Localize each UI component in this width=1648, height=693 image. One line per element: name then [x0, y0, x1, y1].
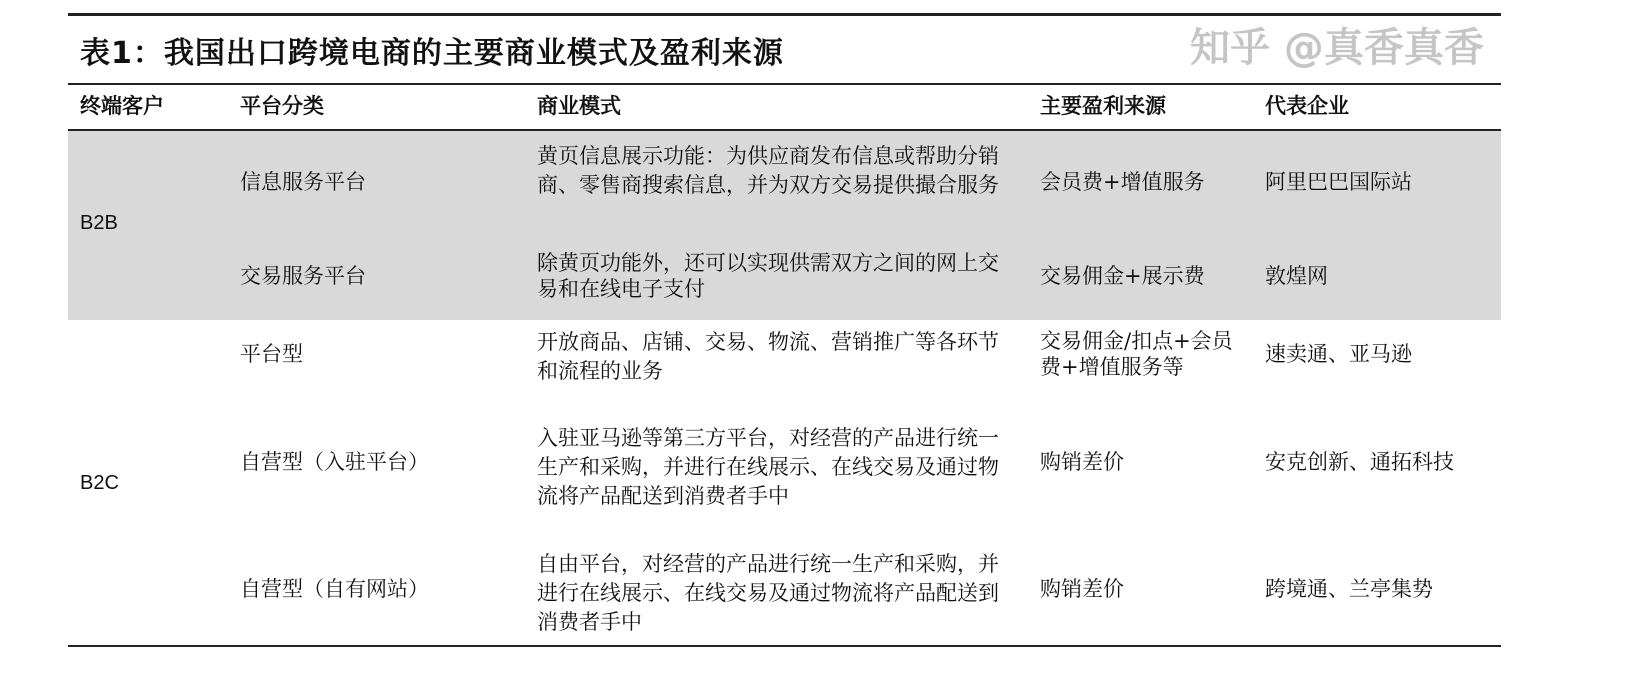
model-cell: 自由平台，对经营的产品进行统一生产和采购，并进行在线展示、在线交易及通过物流将产品配送到消费者手中: [537, 552, 999, 634]
profit-cell: 会员费+增值服务: [1040, 170, 1205, 194]
model-cell: 黄页信息展示功能：为供应商发布信息或帮助分销商、零售商搜索信息，并为双方交易提供撮合服务: [537, 144, 999, 197]
profit-cell: 交易佣金/扣点+会员费+增值服务等: [1040, 329, 1233, 379]
group-b2b: B2B: [80, 212, 118, 234]
watermark: 知乎 @真香真香: [1190, 25, 1484, 71]
model-cell: 开放商品、店铺、交易、物流、营销推广等各环节和流程的业务: [537, 330, 999, 383]
companies-cell: 跨境通、兰亭集势: [1265, 577, 1433, 601]
category-cell: 自营型（入驻平台）: [240, 450, 429, 474]
header-category: 平台分类: [240, 94, 324, 118]
model-cell: 除黄页功能外，还可以实现供需双方之间的网上交易和在线电子支付: [537, 251, 999, 301]
header-top-rule: [68, 83, 1501, 85]
model-cell: 入驻亚马逊等第三方平台，对经营的产品进行统一生产和采购，并进行在线展示、在线交易及通过物流将产品配送到消费者手中: [537, 426, 999, 508]
companies-cell: 敦煌网: [1265, 264, 1328, 288]
header-client: 终端客户: [80, 94, 164, 118]
top-rule: [68, 13, 1501, 16]
category-cell: 信息服务平台: [240, 170, 366, 194]
companies-cell: 速卖通、亚马逊: [1265, 342, 1412, 366]
bottom-rule: [68, 645, 1501, 647]
category-cell: 交易服务平台: [240, 264, 366, 288]
profit-cell: 购销差价: [1040, 450, 1124, 474]
header-model: 商业模式: [537, 94, 621, 118]
header-companies: 代表企业: [1265, 94, 1349, 118]
category-cell: 自营型（自有网站）: [240, 577, 429, 601]
group-b2c: B2C: [80, 472, 119, 494]
category-cell: 平台型: [240, 342, 303, 366]
table-title: 表1：我国出口跨境电商的主要商业模式及盈利来源: [80, 36, 784, 71]
companies-cell: 阿里巴巴国际站: [1265, 170, 1412, 194]
profit-cell: 购销差价: [1040, 577, 1124, 601]
companies-cell: 安克创新、通拓科技: [1265, 450, 1454, 474]
profit-cell: 交易佣金+展示费: [1040, 264, 1205, 288]
header-profit: 主要盈利来源: [1040, 94, 1166, 118]
